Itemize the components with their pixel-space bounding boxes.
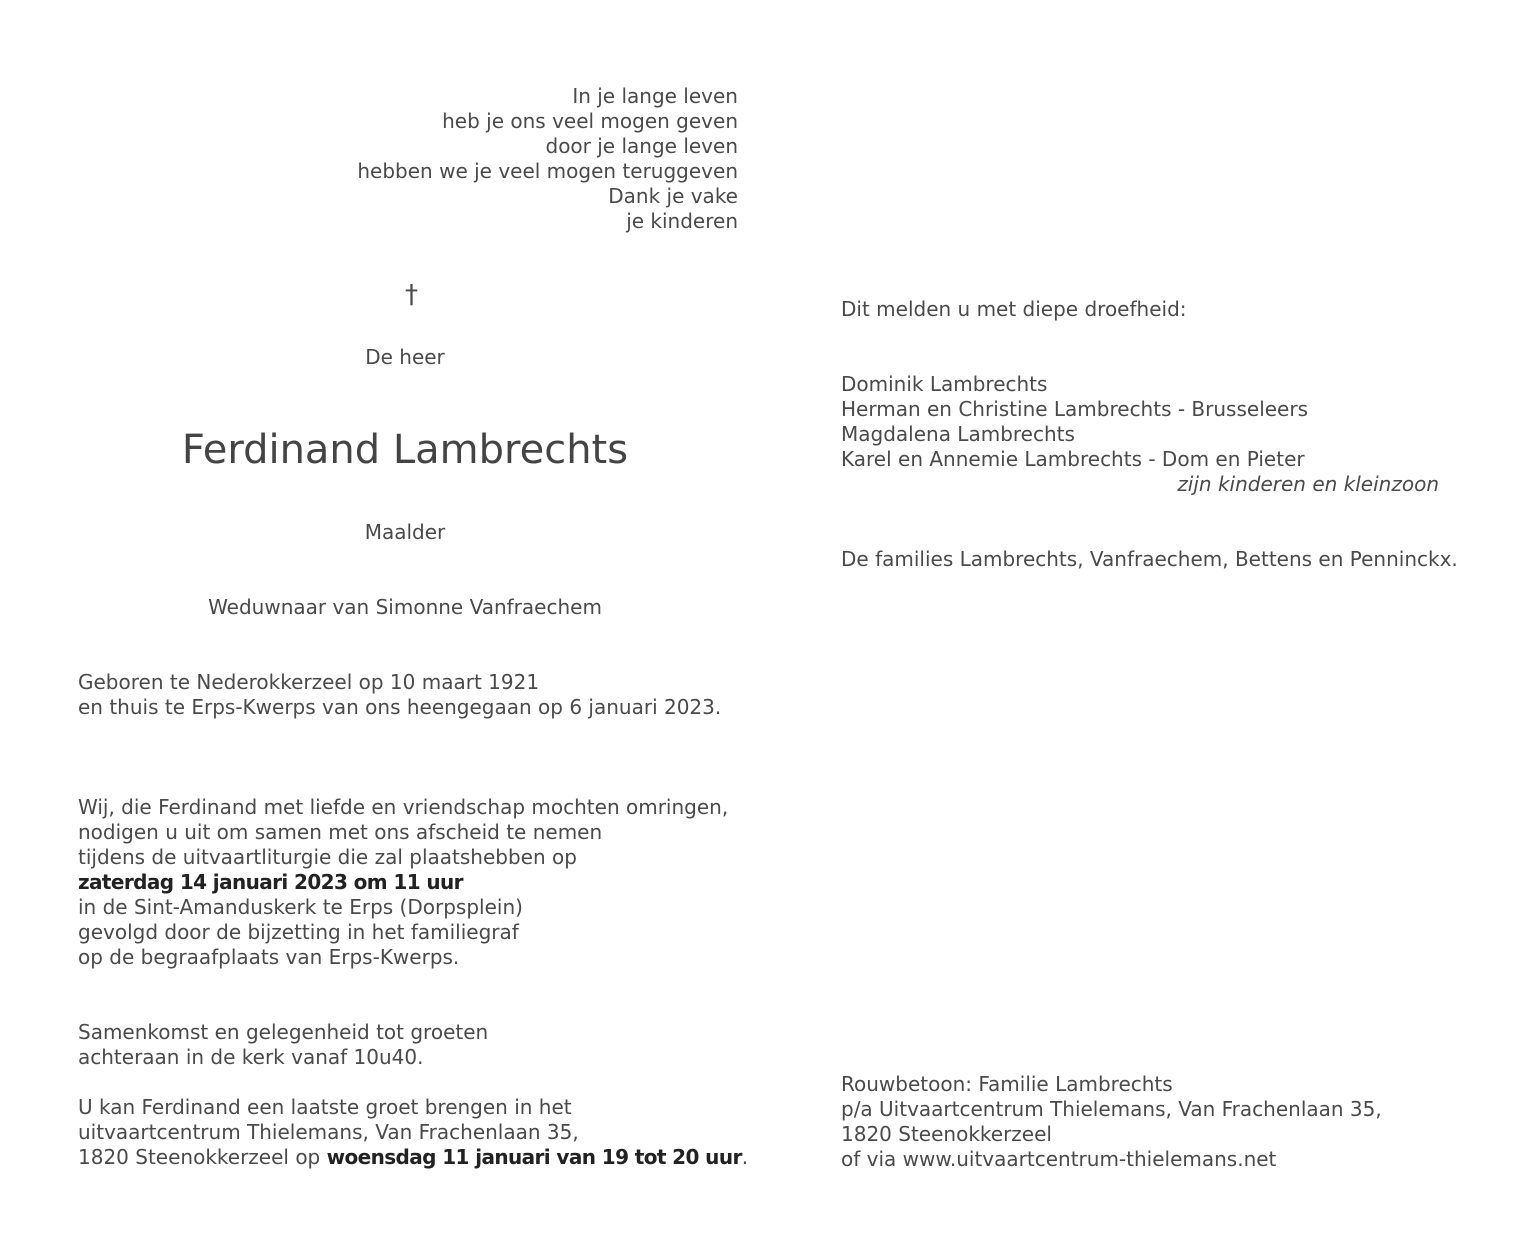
condolence-line: 1820 Steenokkerzeel <box>841 1122 1052 1146</box>
invitation-line: Wij, die Ferdinand met liefde en vriendschap mochten omringen, <box>78 795 729 819</box>
condolence-website: of via www.uitvaartcentrum-thielemans.net <box>841 1147 1277 1171</box>
visitation-suffix: . <box>741 1145 749 1169</box>
family-member: Magdalena Lambrechts <box>841 422 1075 446</box>
poem-line: Dank je vake <box>608 184 738 208</box>
poem-line: In je lange leven <box>572 84 738 108</box>
visitation-prefix: 1820 Steenokkerzeel op <box>78 1145 327 1169</box>
condolence-info <box>841 1072 1382 1172</box>
honorific-title: De heer <box>365 345 445 369</box>
visitation-info <box>78 1095 748 1170</box>
family-member: Karel en Annemie Lambrechts - Dom en Pieter <box>841 447 1305 471</box>
gathering-line: Samenkomst en gelegenheid tot groeten <box>78 1020 489 1044</box>
family-relation-note: zijn kinderen en kleinzoon <box>1177 472 1439 496</box>
birth-death-info <box>78 670 721 720</box>
widower-statement: Weduwnaar van Simonne Vanfraechem <box>208 595 602 619</box>
invitation-line: in de Sint-Amanduskerk te Erps (Dorpsplein) <box>78 895 523 919</box>
invitation-line: tijdens de uitvaartliturgie die zal plaatshebben op <box>78 845 577 869</box>
deceased-name: Ferdinand Lambrechts <box>181 427 629 473</box>
family-member: Dominik Lambrechts <box>841 372 1048 396</box>
family-members <box>841 372 1308 472</box>
visitation-line: uitvaartcentrum Thielemans, Van Frachenlaan 35, <box>78 1120 579 1144</box>
poem-line: door je lange leven <box>545 134 738 158</box>
visitation-datetime: woensdag 11 januari van 19 tot 20 uur <box>326 1145 742 1169</box>
death-line: en thuis te Erps-Kwerps van ons heengegaan op 6 januari 2023. <box>78 695 722 719</box>
invitation-line: gevolgd door de bijzetting in het familiegraf <box>78 920 519 944</box>
funeral-invitation <box>78 795 728 970</box>
deceased-occupation: Maalder <box>364 520 446 544</box>
poem <box>357 84 738 234</box>
poem-line: je kinderen <box>626 209 738 233</box>
visitation-line: U kan Ferdinand een laatste groet brengen in het <box>78 1095 572 1119</box>
extended-families: De families Lambrechts, Vanfraechem, Bettens en Penninckx. <box>841 547 1458 571</box>
invitation-line: op de begraafplaats van Erps-Kwerps. <box>78 945 460 969</box>
cross-icon: † <box>405 280 418 310</box>
gathering-info <box>78 1020 488 1070</box>
invitation-line: nodigen u uit om samen met ons afscheid te nemen <box>78 820 603 844</box>
poem-line: heb je ons veel mogen geven <box>442 109 738 133</box>
visitation-line <box>78 1145 748 1170</box>
gathering-line: achteraan in de kerk vanaf 10u40. <box>78 1045 424 1069</box>
funeral-datetime: zaterdag 14 januari 2023 om 11 uur <box>78 870 463 894</box>
birth-line: Geboren te Nederokkerzeel op 10 maart 1921 <box>78 670 540 694</box>
condolence-line: Rouwbetoon: Familie Lambrechts <box>841 1072 1173 1096</box>
poem-line: hebben we je veel mogen teruggeven <box>357 159 738 183</box>
announcement: Dit melden u met diepe droefheid: <box>841 297 1187 321</box>
condolence-line: p/a Uitvaartcentrum Thielemans, Van Frachenlaan 35, <box>841 1097 1382 1121</box>
family-member: Herman en Christine Lambrechts - Brusseleers <box>841 397 1309 421</box>
